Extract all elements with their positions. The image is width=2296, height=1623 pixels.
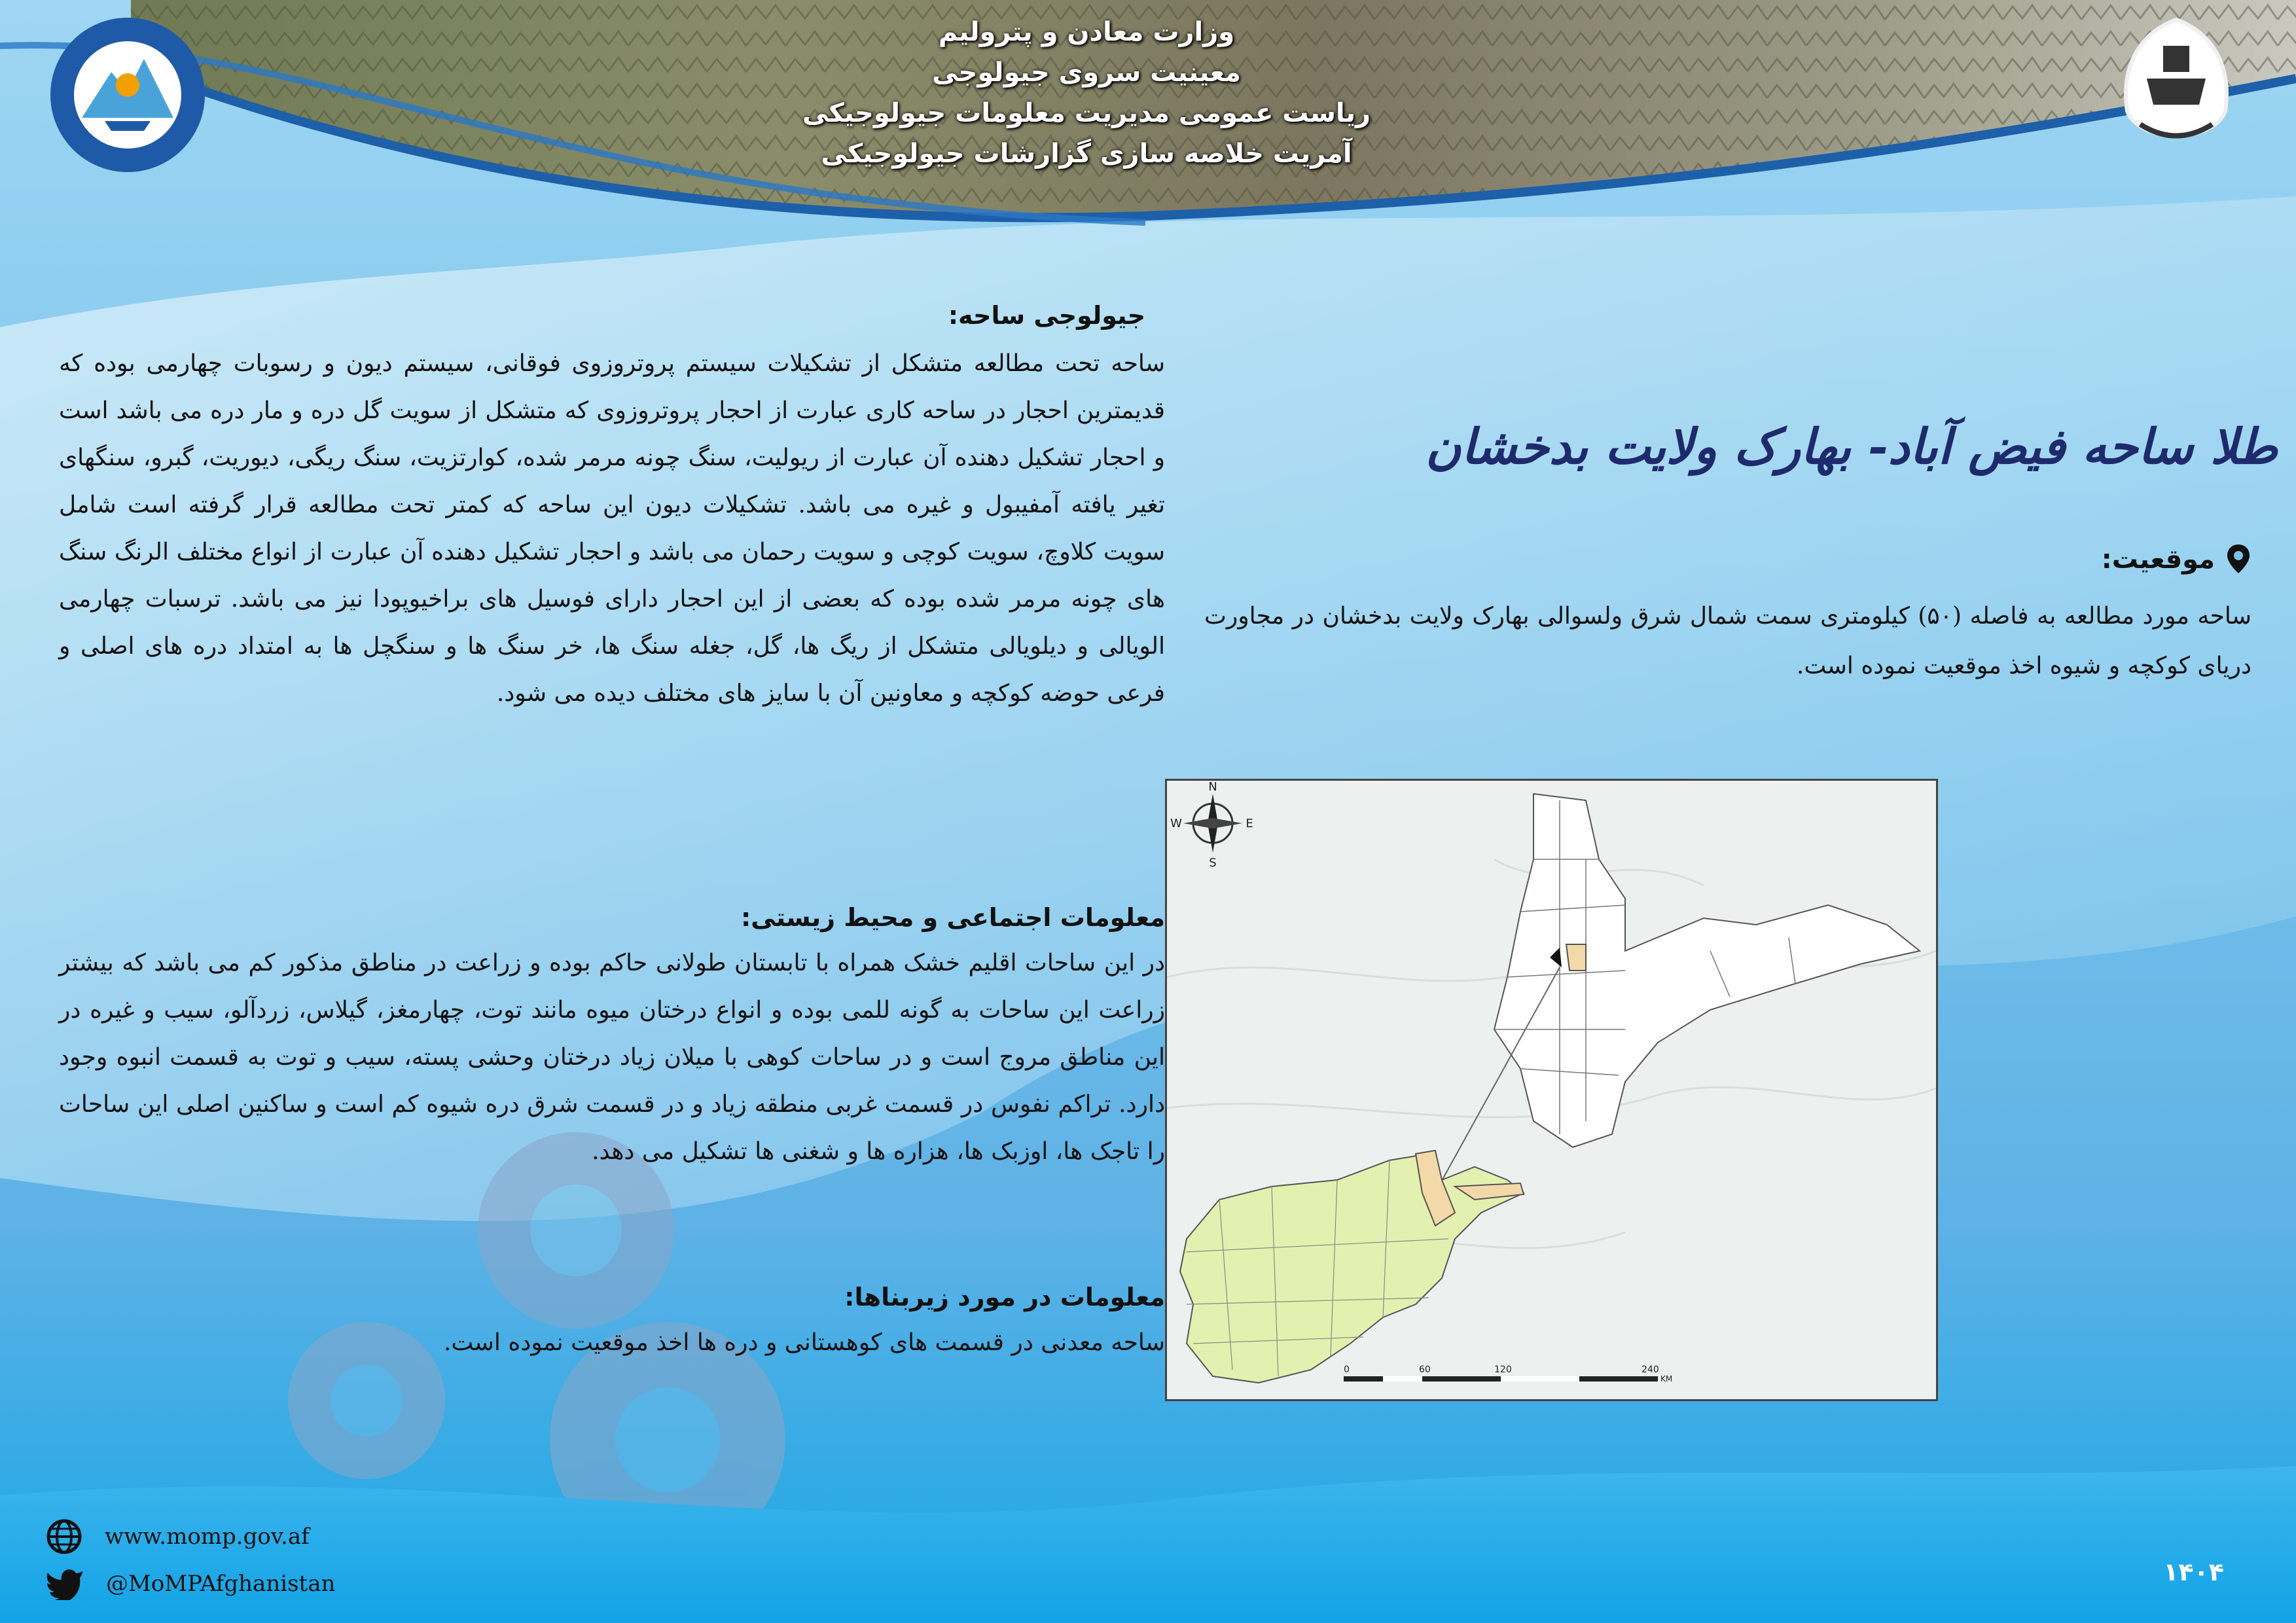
environment-section xyxy=(59,903,1165,1175)
location-heading-row xyxy=(1204,543,2251,576)
footer-twitter[interactable] xyxy=(46,1567,335,1600)
page-title-block xyxy=(1426,419,2278,497)
header-line-directorate: ریاست عمومی مدیریت معلومات جیولوجیکی xyxy=(802,98,1371,128)
website-text[interactable]: www.momp.gov.af xyxy=(105,1524,310,1550)
header-line-deputy: معینیت سروی جیولوجی xyxy=(932,58,1241,88)
infrastructure-text: ساحه معدنی در قسمت های کوهستانی و دره ها اخذ موقعیت نموده است. xyxy=(443,1329,1165,1356)
location-text: ساحه مورد مطالعه به فاصله (۵۰) کیلومتری سمت شمال شرق ولسوالی بهارک ولایت بدخشان در مجاورت دریای کوکچه و شیوه اخذ موقعیت نموده است. xyxy=(1204,603,2252,679)
scale-label-120: 120 xyxy=(1494,1364,1512,1375)
compass-s: S xyxy=(1209,856,1217,870)
header-line-ministry: وزارت معادن و پترولیم xyxy=(938,17,1235,47)
map-pin-icon xyxy=(2225,543,2251,576)
map-svg xyxy=(1167,781,1936,1399)
header-line-department: آمریت خلاصه سازی گزارشات جیولوجیکی xyxy=(821,139,1352,169)
twitter-text[interactable]: @MoMPAfghanistan xyxy=(106,1571,336,1597)
scale-label-240: 240 xyxy=(1641,1364,1659,1375)
emblem-logo xyxy=(2101,7,2251,164)
infrastructure-section xyxy=(59,1283,1165,1366)
compass-e: E xyxy=(1246,817,1253,830)
scale-label-0: 0 xyxy=(1344,1364,1350,1375)
page-number: ۱۴۰۴ xyxy=(2163,1558,2224,1586)
location-section xyxy=(1204,543,2251,691)
location-heading: موقعیت: xyxy=(2101,544,2215,575)
compass-w: W xyxy=(1170,817,1182,830)
page-title: طلا ساحه فیض آباد- بهارک ولایت بدخشان xyxy=(1426,419,2278,475)
geology-heading: جیولوجی ساحه: xyxy=(948,301,1145,330)
geology-section xyxy=(59,301,1165,717)
scale-label-60: 60 xyxy=(1419,1364,1431,1375)
geology-text: ساحه تحت مطالعه متشکل از تشکیلات سیستم پروتروزوی فوقانی، سیستم دیون و رسوبات چهارمی بوده که قدیمترین احجار در ساحه کاری عبارت از احجار پروتروزوی که متشکل از سویت گل دره و مار دره می باشد است و احجار تشکیل دهنده آن عبارت از ریولیت، سنگ چونه مرمر شده، کوارتزیت، سنگ ریگی، دیوریت، گبرو، سنگهای تغیر یافته آمفیبول و غیره می باشد. تشکیلات دیون این ساحه که کمتر تحت مطالعه قرار گرفته است شامل سویت کلاوچ، سویت کوچی و سویت رحمان می باشد و احجار تشکیل دهنده آن عبارت از انواع مختلف الرنگ سنگ های چونه مرمر شده بوده که بعضی از این احجار دارای فوسیل های براخیوپودا نیز می باشد. ترسبات چهارمی الویالی و دیلویالی متشکل از ریگ ها، گل، جغله سنگ ها، خر سنگ ها و سنگچل ها به امتداد دره های اصلی و فرعی حوضه کوکچه و معاونین آن با سایز های مختلف دیده می شود. xyxy=(59,350,1165,707)
twitter-icon xyxy=(46,1567,84,1600)
footer-website[interactable] xyxy=(46,1518,310,1555)
ministry-logo xyxy=(46,13,209,177)
header-titles xyxy=(655,12,1518,174)
environment-text: در این ساحات اقلیم خشک همراه با تابستان طولانی حاکم بوده و زراعت در مناطق مذکور کم می باشد که بیشتر زراعت این ساحات به گونه للمی بوده و انواع درختان میوه مانند توت، چهارمغز، گیلاس، زردآلو، سیب و غیره در این مناطق مروج است و در ساحات کوهی با میلان زیاد درختان وحشی پسته، سیب و توت به قسمت انبوه وجود دارد. تراکم نفوس در قسمت غربی منطقه زیاد و در قسمت شرق دره شیوه کم است و ساکنین اصلی این ساحات را تاجک ها، اوزبک ها، هزاره ها و شغنی ها تشکیل می دهد. xyxy=(59,950,1165,1165)
compass-n: N xyxy=(1208,781,1217,794)
infrastructure-heading: معلومات در مورد زیربناها: xyxy=(844,1283,1165,1311)
location-map xyxy=(1165,779,1938,1401)
scale-unit: KM xyxy=(1660,1374,1673,1383)
globe-icon xyxy=(46,1518,82,1555)
environment-heading: معلومات اجتماعی و محیط زیستی: xyxy=(741,903,1165,932)
